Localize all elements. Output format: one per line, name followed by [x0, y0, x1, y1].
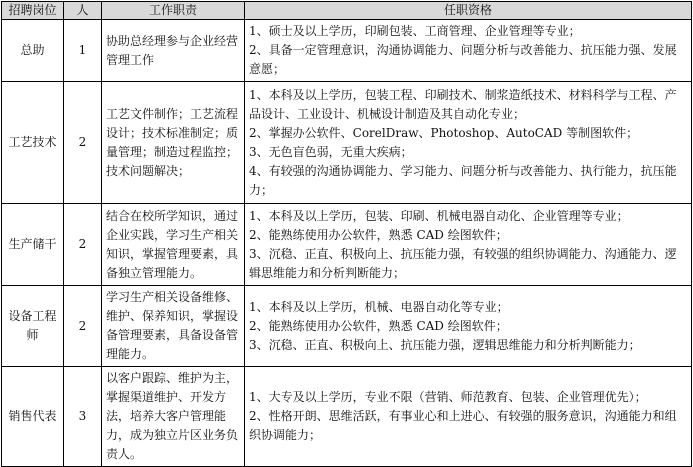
- qualification-line: 2、性格开朗、思维活跃，有事业心和上进心、有较强的服务意识，沟通能力和组织协调能力；: [249, 409, 677, 442]
- table-row: [2, 82, 692, 204]
- count-cell: 2: [64, 204, 102, 286]
- qualification-line: 2、具备一定管理意识，沟通协调能力、问题分析与改善能力、抗压能力强、发展意愿；: [249, 43, 677, 76]
- position-cell: 生产储干: [2, 204, 64, 286]
- qualification-line: 1、硕士及以上学历，印刷包装、工商管理、企业管理等专业；: [249, 24, 581, 38]
- table-row: [2, 367, 692, 467]
- table-row: [2, 204, 692, 286]
- qualification-line: 4、有较强的沟通协调能力、学习能力、问题分析与改善能力、执行能力，抗压能力；: [249, 163, 677, 197]
- qualifications-cell: [245, 204, 692, 286]
- header-count: 人: [64, 2, 102, 20]
- header-position: 招聘岗位: [2, 2, 64, 20]
- table-row: [2, 20, 692, 82]
- qualification-line: 1、本科及以上学历，包装、印刷、机械电器自动化、企业管理等专业；: [249, 208, 629, 223]
- qualification-line: 1、本科及以上学历，包装工程、印刷技术、制浆造纸技术、材料科学与工程、产品设计、工业设计、机械设计制造及其自动化专业；: [249, 87, 677, 121]
- qualification-line: 2、掌握办公软件、CorelDraw、Photoshop、AutoCAD 等制图软件；: [249, 125, 639, 140]
- position-cell: 设备工程师: [2, 286, 64, 367]
- qualification-line: 2、能熟练使用办公软件，熟悉 CAD 绘图软件；: [249, 318, 508, 333]
- recruitment-table: [1, 1, 692, 467]
- header-duties: 工作职责: [102, 2, 245, 20]
- position-cell: 总助: [2, 20, 64, 82]
- header-qualifications: 任职资格: [245, 2, 692, 20]
- qualification-line: 3、无色盲色弱，无重大疾病；: [249, 144, 413, 159]
- qualifications-cell: [245, 286, 692, 367]
- qualification-line: 1、大专及以上学历，专业不限（营销、师范教育、包装、企业管理优先）；: [249, 390, 647, 404]
- qualification-line: 2、能熟练使用办公软件，熟悉 CAD 绘图软件；: [249, 227, 508, 242]
- count-cell: 1: [64, 20, 102, 82]
- duties-cell: 协助总经理参与企业经营管理工作: [102, 20, 245, 82]
- qualification-line: 3、沉稳、正直、积极向上、抗压能力强，逻辑思维能力和分析判断能力；: [249, 337, 641, 352]
- duties-cell: 结合在校所学知识，通过企业实践，学习生产相关知识，掌握管理要素，具备独立管理能力。: [102, 204, 245, 286]
- table-header-row: [2, 2, 692, 20]
- duties-cell: 学习生产相关设备维修、维护、保养知识，掌握设备管理要素，具备设备管理能力。: [102, 286, 245, 367]
- table-row: [2, 286, 692, 367]
- count-cell: 2: [64, 82, 102, 204]
- position-cell: 工艺技术: [2, 82, 64, 204]
- qualification-line: 3、沉稳、正直、积极向上、抗压能力强，有较强的组织协调能力、沟通能力、逻辑思维能力和分析判断能力；: [249, 246, 677, 280]
- duties-cell: 工艺文件制作；工艺流程设计；技术标准制定；质量管理；制造过程监控；技术问题解决；: [102, 82, 245, 204]
- qualifications-cell: [245, 367, 692, 467]
- qualifications-cell: [245, 20, 692, 82]
- duties-cell: 以客户跟踪、维护为主，掌握渠道维护、开发方法，培养大客户管理能力，成为独立片区业务负责人。: [102, 367, 245, 467]
- qualification-line: 1、本科及以上学历，机械、电器自动化等专业；: [249, 299, 509, 314]
- count-cell: 2: [64, 286, 102, 367]
- count-cell: 3: [64, 367, 102, 467]
- qualifications-cell: [245, 82, 692, 204]
- position-cell: 销售代表: [2, 367, 64, 467]
